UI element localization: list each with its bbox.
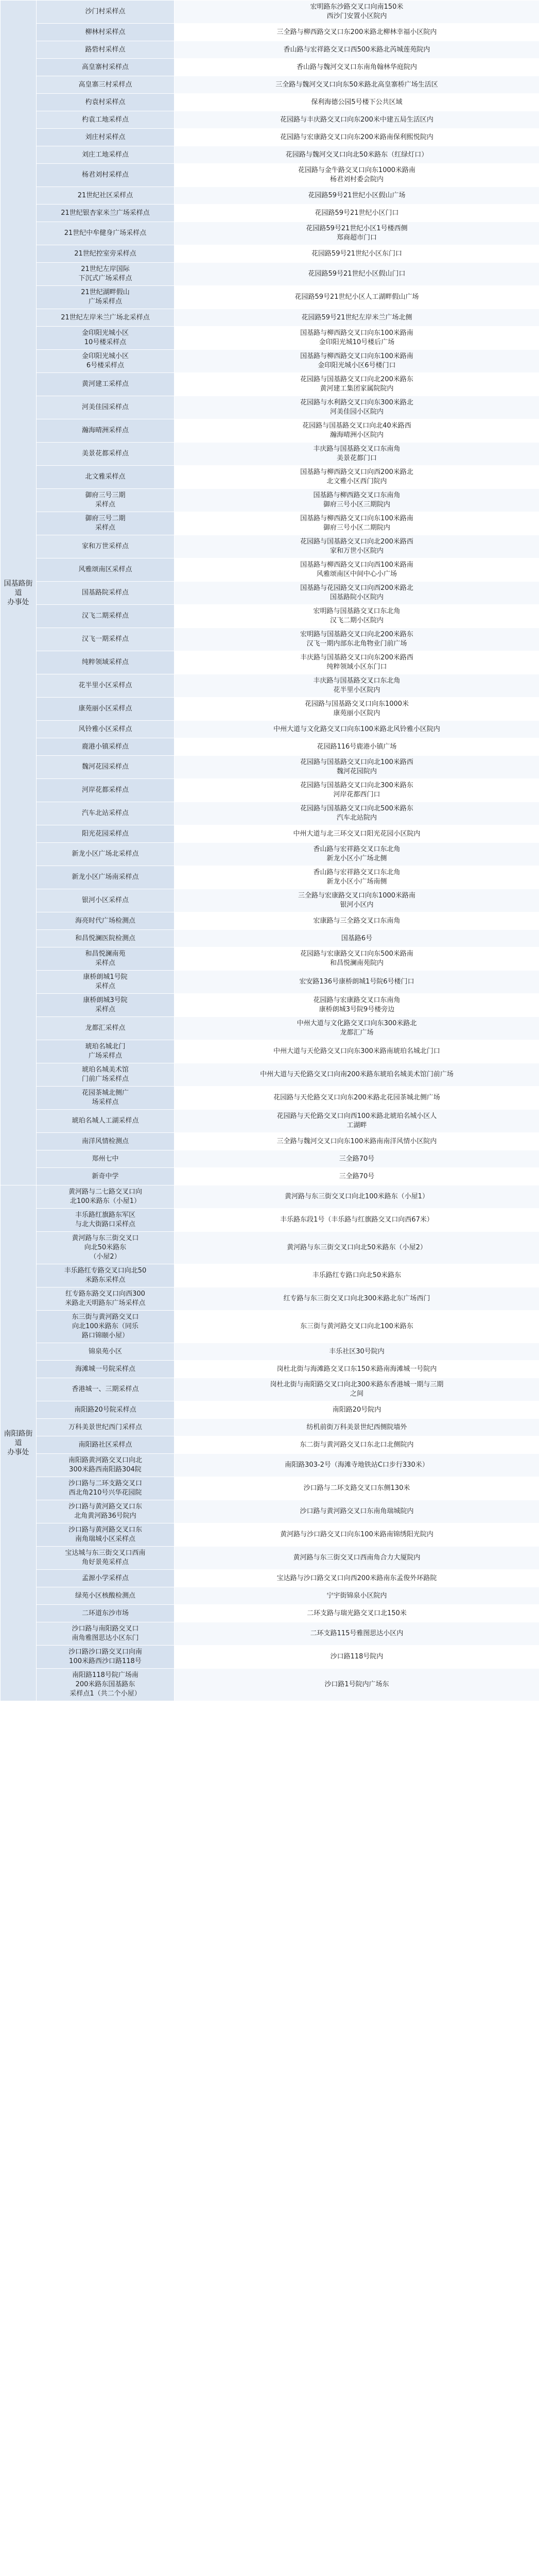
site-name-cell: 南阳路黄河路交叉口向北 300米路西南阳路304院	[37, 1454, 175, 1477]
table-row	[1, 698, 539, 721]
table-row	[1, 1, 539, 24]
site-address-cell: 南阳路303-2号（海滩寺地铁站C口步行330米）	[175, 1454, 539, 1477]
table-row	[1, 889, 539, 912]
site-address-cell: 三全路与魏河交叉口向东50米路北高皇寨桥广场生活区	[175, 76, 539, 94]
site-address-cell: 三全路与魏河交叉口向东100米路南南洋风情小区院内	[175, 1133, 539, 1150]
site-address-cell: 国基路与柳西路交叉口向东100米路南 金印阳光城小区6号楼门口	[175, 350, 539, 373]
table-row	[1, 205, 539, 222]
table-row	[1, 327, 539, 350]
site-name-cell: 银河小区采样点	[37, 889, 175, 912]
site-name-cell: 龙都汇采样点	[37, 1017, 175, 1040]
table-row	[1, 721, 539, 738]
table-row	[1, 802, 539, 825]
site-name-cell: 阳光花园采样点	[37, 825, 175, 843]
site-name-cell: 花半里小区采样点	[37, 674, 175, 698]
table-row	[1, 94, 539, 111]
site-name-cell: 21世纪湖畔假山 广场采样点	[37, 286, 175, 309]
table-row	[1, 866, 539, 889]
site-address-cell: 沙口路118号院内	[175, 1646, 539, 1669]
site-name-cell: 21世纪控室旁采样点	[37, 245, 175, 263]
site-name-cell: 孟源小学采样点	[37, 1570, 175, 1587]
table-row	[1, 245, 539, 263]
site-name-cell: 河岸花都采样点	[37, 779, 175, 802]
site-address-cell: 花园路与丰庆路交叉口向东200米中建五局生活区内	[175, 111, 539, 129]
site-name-cell: 沙口路与黄河路交叉口东 北角黄河路36号院内	[37, 1500, 175, 1523]
site-address-cell: 香山路与宏祥路交叉口东北角 新龙小区小广场南侧	[175, 866, 539, 889]
site-address-cell: 东二街与黄河路交叉口东北口北侧院内	[175, 1436, 539, 1454]
district-cell: 南阳路街道 办事处	[1, 1185, 37, 1701]
site-address-cell: 沙口路与二环支路交叉口东侧130米	[175, 1477, 539, 1500]
table-row	[1, 1523, 539, 1547]
site-address-cell: 国基路与柳西路交叉口向东100米路南 御府三号小区二期院内	[175, 512, 539, 535]
table-row	[1, 1287, 539, 1311]
table-row	[1, 605, 539, 628]
site-address-cell: 沙口路1号院内广场东	[175, 1669, 539, 1701]
site-address-cell: 花园路59号21世纪小区东门口	[175, 245, 539, 263]
site-address-cell: 中州大道与天伦路交叉口向南200米路东琥珀名城美术馆门前广场	[175, 1063, 539, 1087]
site-name-cell: 万科美景世纪西门采样点	[37, 1419, 175, 1436]
site-address-cell: 国基路6号	[175, 930, 539, 947]
site-name-cell: 新龙小区广场南采样点	[37, 866, 175, 889]
site-name-cell: 琥珀名城美术馆 门前广场采样点	[37, 1063, 175, 1087]
site-address-cell: 三全路70号	[175, 1168, 539, 1185]
table-row	[1, 628, 539, 651]
table-row	[1, 129, 539, 146]
table-row	[1, 558, 539, 582]
site-address-cell: 黄河路与东三街交叉口向北100米路东（小屋1）	[175, 1185, 539, 1209]
table-row	[1, 187, 539, 205]
site-name-cell: 21世纪左岸米兰广场北采样点	[37, 309, 175, 327]
table-row	[1, 419, 539, 443]
site-name-cell: 御府三号三期 采样点	[37, 489, 175, 512]
site-address-cell: 保利海德公园5号楼下公共区域	[175, 94, 539, 111]
site-address-cell: 花园路与宏康路交叉口向东500米路南 和昌悦澜南苑院内	[175, 947, 539, 971]
site-address-cell: 宏明路东沙路交叉口向南150米 西沙门安置小区院内	[175, 1, 539, 24]
site-name-cell: 宝达城与东三街交叉口西南 角好景苑采样点	[37, 1547, 175, 1570]
site-address-cell: 中州大道与文化路交叉口向东300米路北 龙都汇广场	[175, 1017, 539, 1040]
table-row	[1, 1232, 539, 1264]
table-row	[1, 1570, 539, 1587]
site-address-cell: 花园路116号鹿港小镇广场	[175, 738, 539, 756]
table-row	[1, 1587, 539, 1605]
site-name-cell: 康桥朗城3号院 采样点	[37, 994, 175, 1017]
table-row	[1, 582, 539, 605]
site-address-cell: 国基路与柳西路交叉口东南角 御府三号小区三期院内	[175, 489, 539, 512]
table-row	[1, 489, 539, 512]
site-name-cell: 郑州七中	[37, 1150, 175, 1168]
site-address-cell: 花园路与水利路交叉口向东300米路北 河美佳园小区院内	[175, 396, 539, 419]
table-row	[1, 350, 539, 373]
table-row	[1, 1185, 539, 1209]
site-name-cell: 东三街与黄河路交叉口 向北100米路东（同乐 路口锦颐小屋）	[37, 1311, 175, 1343]
site-name-cell: 锦泉苑小区	[37, 1343, 175, 1361]
table-row	[1, 1150, 539, 1168]
district-cell: 国基路街道 办事处	[1, 1, 37, 1185]
site-name-cell: 丰乐路红旗路东军区 与北大街路口采样点	[37, 1209, 175, 1232]
site-name-cell: 汽车北站采样点	[37, 802, 175, 825]
site-address-cell: 香山路与魏河交叉口东南角翰林华庭院内	[175, 59, 539, 76]
site-address-cell: 国基路与花园路交叉口向西200米路北 国基路院小区院内	[175, 582, 539, 605]
table-row	[1, 164, 539, 187]
table-row	[1, 373, 539, 396]
site-name-cell: 和昌悦澜南苑 采样点	[37, 947, 175, 971]
table-row	[1, 309, 539, 327]
site-name-cell: 南阳路118号院广场南 200米路东国基路东 采样点1（共二个小屋）	[37, 1669, 175, 1701]
site-name-cell: 金印阳光城小区 10号楼采样点	[37, 327, 175, 350]
table-row	[1, 24, 539, 41]
site-address-cell: 沙口路与黄河路交叉口东南角瑞城院内	[175, 1500, 539, 1523]
site-address-cell: 丰乐社区30号院内	[175, 1343, 539, 1361]
site-address-cell: 三全路与柳西路交叉口东200米路北柳林幸福小区院内	[175, 24, 539, 41]
site-address-cell: 丰庆路与国基路交叉口向东200米路西 纯粹领域小区东门口	[175, 651, 539, 674]
site-name-cell: 风雅颂南区采样点	[37, 558, 175, 582]
site-address-cell: 宏明路与国基路交叉口向北200米路东 汉飞一期内部东北角物业门前广场	[175, 628, 539, 651]
site-name-cell: 刘庄工地采样点	[37, 146, 175, 164]
site-address-cell: 纺机前街万科美景世纪西侧院墙外	[175, 1419, 539, 1436]
site-address-cell: 花园路与国基路交叉口向北40米路西 瀚海晴洲小区院内	[175, 419, 539, 443]
site-name-cell: 沙门村采样点	[37, 1, 175, 24]
site-address-cell: 三全路70号	[175, 1150, 539, 1168]
site-address-cell: 花园路59号21世纪小区假山门口	[175, 263, 539, 286]
table-row	[1, 1264, 539, 1287]
table-row	[1, 1087, 539, 1110]
site-address-cell: 花园路59号21世纪小区假山广场	[175, 187, 539, 205]
table-row	[1, 1454, 539, 1477]
table-row	[1, 263, 539, 286]
table-row	[1, 1419, 539, 1436]
table-row	[1, 512, 539, 535]
table-row	[1, 41, 539, 59]
table-row	[1, 1547, 539, 1570]
site-address-cell: 黄河路与东三街交叉口西南角合力大厦院内	[175, 1547, 539, 1570]
table-row	[1, 738, 539, 756]
site-address-cell: 花园路与宏康路交叉口东南角 康桥朗城3号院9号楼旁边	[175, 994, 539, 1017]
table-row	[1, 1133, 539, 1150]
site-address-cell: 丰乐路东段1号（丰乐路与红旗路交叉口向西67米）	[175, 1209, 539, 1232]
site-address-cell: 岗杜北街与海滩路交叉口东150米路南海滩城一号院内	[175, 1361, 539, 1378]
site-name-cell: 鹿港小镇采样点	[37, 738, 175, 756]
site-name-cell: 丰乐路红专路交叉口向北50 米路东采样点	[37, 1264, 175, 1287]
table-row	[1, 930, 539, 947]
table-row	[1, 396, 539, 419]
site-address-cell: 花园路59号21世纪小区门口	[175, 205, 539, 222]
site-address-cell: 花园路与国基路交叉口向北100米路西 魏河花园院内	[175, 756, 539, 779]
site-name-cell: 河美佳园采样点	[37, 396, 175, 419]
site-address-cell: 花园路与国基路交叉口向东1000米 康苑丽小区院内	[175, 698, 539, 721]
site-name-cell: 黄河路与东三街交叉口 向北50米路东 （小屋2）	[37, 1232, 175, 1264]
site-name-cell: 北文雅采样点	[37, 466, 175, 489]
site-address-cell: 花园路与国基路交叉口向北500米路东 汽车北站院内	[175, 802, 539, 825]
site-name-cell: 沙口路沙口路交叉口向南 100米路西沙口路118号	[37, 1646, 175, 1669]
table-row	[1, 1622, 539, 1646]
site-name-cell: 南阳路20号院采样点	[37, 1401, 175, 1419]
site-address-cell: 丰乐路红专路口向北50米路东	[175, 1264, 539, 1287]
site-name-cell: 魏河花园采样点	[37, 756, 175, 779]
site-address-cell: 中州大道与文化路交叉口向东100米路北风铃雅小区院内	[175, 721, 539, 738]
site-address-cell: 花园路与天伦路交叉口向东200米路北花园茶城北侧广场	[175, 1087, 539, 1110]
table-row	[1, 843, 539, 866]
site-name-cell: 二环道东沙市场	[37, 1605, 175, 1622]
table-row	[1, 947, 539, 971]
site-name-cell: 南阳路社区采样点	[37, 1436, 175, 1454]
site-name-cell: 新奇中学	[37, 1168, 175, 1185]
table-row	[1, 1110, 539, 1133]
site-address-cell: 香山路与宏祥路交叉口西500米路北芮城莲苑院内	[175, 41, 539, 59]
table-row	[1, 912, 539, 930]
site-address-cell: 花园路与国基路交叉口向北300米路东 河岸花都西门口	[175, 779, 539, 802]
site-name-cell: 高皇寨村采样点	[37, 59, 175, 76]
table-row	[1, 1209, 539, 1232]
site-name-cell: 红专路东路交叉口向西300 米路北天明路东广场采样点	[37, 1287, 175, 1311]
site-address-cell: 宏明路与国基路交叉口东北角 汉飞二期小区院内	[175, 605, 539, 628]
table-row	[1, 1646, 539, 1669]
site-name-cell: 琥珀名城人工湖采样点	[37, 1110, 175, 1133]
site-name-cell: 21世纪左岸国际 下沉式广场采样点	[37, 263, 175, 286]
site-name-cell: 海滩城一号院采样点	[37, 1361, 175, 1378]
site-address-cell: 黄河路与沙口路交叉口向东100米路南锦绣阳光院内	[175, 1523, 539, 1547]
table-row	[1, 779, 539, 802]
table-row	[1, 1311, 539, 1343]
site-name-cell: 琥珀名城北门 广场采样点	[37, 1040, 175, 1063]
table-body	[1, 1, 539, 1701]
site-name-cell: 花园茶城北侧广 场采样点	[37, 1087, 175, 1110]
site-address-cell: 国基路与柳西路交叉口向西100米路南 风雅颂南区中间中心小广场	[175, 558, 539, 582]
table-row	[1, 222, 539, 245]
site-name-cell: 刘庄村采样点	[37, 129, 175, 146]
site-address-cell: 花园路59号21世纪小区1号楼西侧 郑商超市门口	[175, 222, 539, 245]
site-address-cell: 东三街与黄河路交叉口向北100米路东	[175, 1311, 539, 1343]
site-name-cell: 香港城一、三期采样点	[37, 1378, 175, 1401]
site-name-cell: 沙口路与二环支路交叉口 西北角210号兴华花园院	[37, 1477, 175, 1500]
site-name-cell: 绿苑小区核酸检测点	[37, 1587, 175, 1605]
site-name-cell: 黄河建工采样点	[37, 373, 175, 396]
site-name-cell: 康桥朗城1号院 采样点	[37, 971, 175, 994]
site-name-cell: 御府三号二期 采样点	[37, 512, 175, 535]
table-row	[1, 286, 539, 309]
site-name-cell: 海亮时代广场检测点	[37, 912, 175, 930]
table-row	[1, 1063, 539, 1087]
site-name-cell: 21世纪中牟健身广场采样点	[37, 222, 175, 245]
site-address-cell: 黄河路与东三街交叉口向北50米路东（小屋2）	[175, 1232, 539, 1264]
site-address-cell: 花园路与国基路交叉口向北200米路西 家和万世小区院内	[175, 535, 539, 558]
site-name-cell: 和昌悦澜医院检测点	[37, 930, 175, 947]
site-name-cell: 杓袁村采样点	[37, 94, 175, 111]
table-row	[1, 76, 539, 94]
site-name-cell: 21世纪社区采样点	[37, 187, 175, 205]
site-address-cell: 丰庆路与国基路交叉口东北角 花半里小区院内	[175, 674, 539, 698]
site-name-cell: 柳林村采样点	[37, 24, 175, 41]
site-name-cell: 美景花都采样点	[37, 443, 175, 466]
site-name-cell: 家和万世采样点	[37, 535, 175, 558]
table-row	[1, 466, 539, 489]
site-name-cell: 国基路院采样点	[37, 582, 175, 605]
table-row	[1, 651, 539, 674]
site-name-cell: 沙口路与南阳路交叉口 南角雅图思达小区东门	[37, 1622, 175, 1646]
site-address-cell: 宝达路与沙口路交叉口向西200米路南东孟俊外环路院	[175, 1570, 539, 1587]
site-name-cell: 21世纪银杏家米兰广场采样点	[37, 205, 175, 222]
site-address-cell: 南阳路20号院内	[175, 1401, 539, 1419]
site-address-cell: 红专路与东三街交叉口向北300米路北东广场西门	[175, 1287, 539, 1311]
site-address-cell: 宁宇街锦泉小区院内	[175, 1587, 539, 1605]
site-name-cell: 汉飞二期采样点	[37, 605, 175, 628]
site-name-cell: 金印阳光城小区 6号楼采样点	[37, 350, 175, 373]
site-address-cell: 丰庆路与国基路交叉口东南角 美景花都门口	[175, 443, 539, 466]
table-row	[1, 756, 539, 779]
table-row	[1, 146, 539, 164]
site-address-cell: 花园路与魏河交叉口向北50米路东（红绿灯口）	[175, 146, 539, 164]
site-address-cell: 三全路与宏康路交叉口向东1000米路南 银河小区内	[175, 889, 539, 912]
site-address-cell: 宏安路136号康桥朗城1号院6号楼门口	[175, 971, 539, 994]
table-row	[1, 1361, 539, 1378]
site-address-cell: 国基路与柳西路交叉口向西200米路北 北文雅小区西门院内	[175, 466, 539, 489]
table-row	[1, 1343, 539, 1361]
site-address-cell: 宏康路与三全路交叉口东南角	[175, 912, 539, 930]
site-address-cell: 花园路与天伦路交叉口向西100米路北琥珀名城小区人 工湖畔	[175, 1110, 539, 1133]
site-name-cell: 新龙小区广场北采样点	[37, 843, 175, 866]
site-address-cell: 国基路与柳西路交叉口向东100米路南 金印阳光城10号楼后广场	[175, 327, 539, 350]
table-row	[1, 1477, 539, 1500]
table-row	[1, 1401, 539, 1419]
table-row	[1, 1500, 539, 1523]
site-address-cell: 香山路与宏祥路交叉口东北角 新龙小区小广场北侧	[175, 843, 539, 866]
table-row	[1, 971, 539, 994]
table-row	[1, 1017, 539, 1040]
site-address-cell: 中州大道与天伦路交叉口向东300米路南琥珀名城北门口	[175, 1040, 539, 1063]
site-address-cell: 中州大道与北三环交叉口阳光花园小区院内	[175, 825, 539, 843]
table-row	[1, 674, 539, 698]
site-name-cell: 高皇寨三村采样点	[37, 76, 175, 94]
table-row	[1, 1168, 539, 1185]
site-address-cell: 二环支路与瑞光路交叉口北150米	[175, 1605, 539, 1622]
site-name-cell: 康苑丽小区采样点	[37, 698, 175, 721]
site-name-cell: 黄河路与二七路交叉口向 北100米路东（小屋1）	[37, 1185, 175, 1209]
site-address-cell: 花园路59号21世纪小区人工湖畔假山广场	[175, 286, 539, 309]
site-name-cell: 沙口路与黄河路交叉口东 南角瑞城小区采样点	[37, 1523, 175, 1547]
site-address-cell: 花园路与国基路交叉口向北200米路东 黄河建工集团家属院院内	[175, 373, 539, 396]
site-name-cell: 纯粹领域采样点	[37, 651, 175, 674]
site-address-cell: 花园路与金牛路交叉口向东1000米路南 杨君刘村委会院内	[175, 164, 539, 187]
site-name-cell: 风铃雅小区采样点	[37, 721, 175, 738]
site-name-cell: 杓袁工地采样点	[37, 111, 175, 129]
site-address-cell: 二环支路115号雅图思达小区内	[175, 1622, 539, 1646]
table-row	[1, 111, 539, 129]
site-address-cell: 花园路59号21世纪左岸米兰广场北侧	[175, 309, 539, 327]
site-name-cell: 路砦村采样点	[37, 41, 175, 59]
table-row	[1, 1378, 539, 1401]
site-address-cell: 岗杜北街与南阳路交叉口向北300米路东香港城一期与三期 之间	[175, 1378, 539, 1401]
site-address-cell: 花园路与宏康路交叉口向东200米路南保利熙悦院内	[175, 129, 539, 146]
table-row	[1, 59, 539, 76]
table-row	[1, 535, 539, 558]
table-row	[1, 443, 539, 466]
table-row	[1, 1605, 539, 1622]
table-row	[1, 1436, 539, 1454]
site-name-cell: 南洋风情检测点	[37, 1133, 175, 1150]
site-name-cell: 瀚海晴洲采样点	[37, 419, 175, 443]
table-row	[1, 1040, 539, 1063]
table-row	[1, 1669, 539, 1701]
site-name-cell: 汉飞一期采样点	[37, 628, 175, 651]
site-name-cell: 杨君刘村采样点	[37, 164, 175, 187]
table-row	[1, 825, 539, 843]
table-row	[1, 994, 539, 1017]
